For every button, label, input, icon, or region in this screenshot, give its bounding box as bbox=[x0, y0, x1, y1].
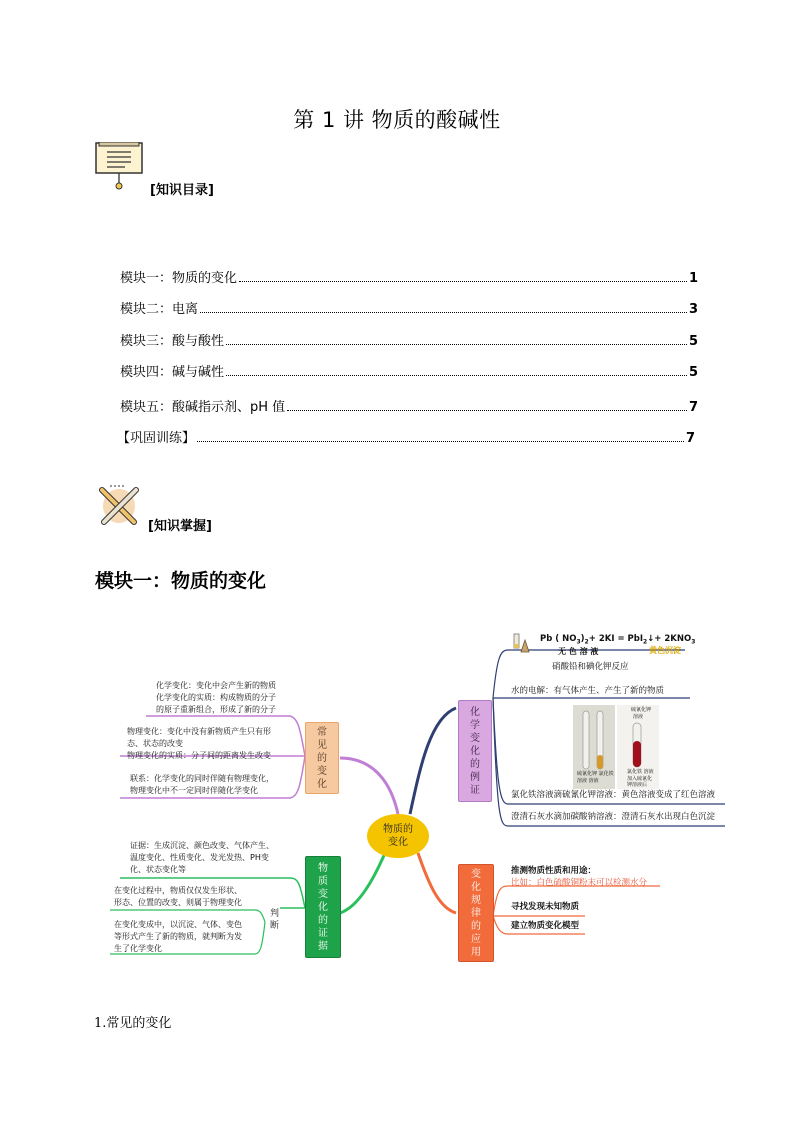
node-evidence[interactable] bbox=[305, 856, 341, 958]
photo-1-label-a: 硫氰化钾 氯化铁 bbox=[577, 771, 614, 777]
common-chem-1: 化学变化：变化中会产生新的物质 bbox=[156, 681, 276, 690]
toc-item-label: 模块二：电离 bbox=[120, 302, 199, 317]
toc-item[interactable] bbox=[120, 266, 698, 286]
common-link-1: 联系：化学变化的同时伴随有物理变化， bbox=[130, 774, 274, 783]
toc-item[interactable] bbox=[120, 360, 698, 380]
limewater-example: 澄清石灰水滴加碳酸钠溶液：澄清石灰水出现白色沉淀 bbox=[511, 812, 716, 822]
toc-leader bbox=[239, 280, 687, 282]
toc-item-label: 模块三：酸与酸性 bbox=[120, 334, 225, 349]
toc-item-label: 模块四：碱与碱性 bbox=[120, 365, 225, 380]
toc-item-page: 3 bbox=[688, 302, 698, 317]
fecl3-example: 氯化铁溶液滴硫氰化钾溶液：黄色溶液变成了红色溶液 bbox=[511, 790, 716, 800]
toc-leader bbox=[200, 311, 687, 313]
reaction-name: 硝酸铅和碘化钾反应 bbox=[552, 662, 629, 672]
toc-item-label: 模块一：物质的变化 bbox=[120, 271, 238, 286]
judge-physical-2: 形态、位置的改变、则属于物理变化 bbox=[114, 898, 242, 907]
toc-item[interactable] bbox=[120, 297, 698, 317]
toc-leader bbox=[197, 440, 684, 442]
judge-label: 判断 bbox=[270, 909, 280, 931]
toc-item-page: 7 bbox=[688, 400, 698, 415]
common-phys-3: 物理变化的实质：分子间的距离发生改变 bbox=[127, 751, 271, 760]
toc-item[interactable] bbox=[120, 329, 698, 349]
photo-2-label-b: 加入硫氰化 bbox=[627, 776, 653, 782]
equation: Pb ( $NO_3)_2+ 2KI$ = PbI$_2$↓+ $2KNO_3$ bbox=[540, 634, 696, 646]
judge-chemical-1: 在变化变成中，以沉淀、气体、变色 bbox=[114, 920, 242, 929]
branch-examples bbox=[410, 708, 456, 814]
judge-physical-1: 在变化过程中，物质仅仅发生形状、 bbox=[114, 886, 242, 895]
subsection-heading: 1.常见的变化 bbox=[94, 1016, 172, 1031]
common-link-2: 物理变化中不一定同时伴随化学变化 bbox=[130, 786, 258, 795]
photo-2-top-b: 溶液 bbox=[633, 714, 644, 720]
mind-map bbox=[100, 628, 740, 968]
common-chem-2: 化学变化的实质：构成物质的分子 bbox=[156, 693, 276, 702]
node-examples[interactable] bbox=[458, 700, 492, 802]
evidence-3: 化、状态变化等 bbox=[130, 865, 186, 874]
toc-item-page: 1 bbox=[688, 271, 698, 286]
common-phys-1: 物理变化：变化中没有新物质产生只有形 bbox=[127, 727, 271, 736]
judge-chemical-3: 生了化学变化 bbox=[114, 944, 162, 953]
toc-heading: [知识目录] bbox=[150, 183, 214, 198]
judge-chemical-2: 等形式产生了新的物质，就判断为发 bbox=[114, 932, 242, 941]
toc-item[interactable] bbox=[117, 426, 695, 446]
photo-2-label-a: 氯化铁 溶液 bbox=[627, 769, 654, 775]
toc-item-label: 模块五：酸碱指示剂、pH 值 bbox=[120, 400, 286, 415]
node-common-label: 常见的变化 bbox=[317, 726, 327, 790]
projector-screen-icon bbox=[95, 142, 143, 194]
common-chem-3: 的原子重新组合，形成了新的分子 bbox=[156, 705, 276, 714]
electrolysis: 水的电解：有气体产生、产生了新的物质 bbox=[511, 686, 665, 696]
node-apply-label: 变化规律的应用 bbox=[471, 868, 481, 958]
knowledge-heading: [知识掌握] bbox=[148, 519, 212, 534]
apply-example: 比如：白色硫酸铜粉末可以检测水分 bbox=[511, 878, 648, 888]
node-apply[interactable] bbox=[458, 864, 494, 962]
branch-apply bbox=[418, 853, 456, 913]
center-node[interactable]: 物质的变化 bbox=[367, 814, 429, 858]
apply-find: 寻找发现未知物质 bbox=[511, 902, 580, 912]
node-evidence-label: 物质变化的证据 bbox=[318, 862, 328, 952]
common-phys-2: 态、状态的改变 bbox=[127, 739, 183, 748]
toc-leader bbox=[226, 343, 687, 345]
photo-1-label-b: 溶液 溶液 bbox=[577, 778, 599, 784]
node-common[interactable] bbox=[305, 722, 339, 794]
branch-common bbox=[340, 758, 398, 814]
toc-item[interactable] bbox=[120, 395, 698, 415]
module-heading: 模块一：物质的变化 bbox=[95, 570, 267, 592]
toc-leader bbox=[287, 409, 687, 411]
toc-item-page: 5 bbox=[688, 334, 698, 349]
evidence-2: 温度变化、性质变化、发光发热、PH变 bbox=[130, 853, 269, 862]
branch-evidence bbox=[340, 853, 385, 913]
toc-item-page: 5 bbox=[688, 365, 698, 380]
apply-model: 建立物质变化模型 bbox=[511, 921, 580, 931]
evidence-1: 证据：生成沉淀、颜色改变、气体产生、 bbox=[130, 841, 274, 850]
node-examples-label: 化学变化的例证 bbox=[470, 706, 480, 796]
toc-leader bbox=[226, 374, 687, 376]
test-tubes-photo-1 bbox=[573, 705, 615, 789]
toc-item-page: 7 bbox=[685, 431, 695, 446]
yellow-ppt-label: 黄色沉淀 bbox=[649, 646, 681, 655]
apply-infer: 推测物质性质和用途： bbox=[511, 866, 597, 876]
photo-2-top-a: 硫氰化钾 bbox=[631, 707, 652, 713]
crossed-pencils-icon bbox=[96, 484, 142, 532]
colorless-label: 无 色 溶 液 bbox=[558, 647, 599, 656]
toc-item-label: 【巩固训练】 bbox=[117, 431, 196, 446]
test-tubes-photo-2 bbox=[617, 705, 659, 789]
page-title: 第 1 讲 物质的酸碱性 bbox=[293, 108, 501, 132]
photo-2-label-c: 钾溶液后 bbox=[627, 782, 648, 788]
